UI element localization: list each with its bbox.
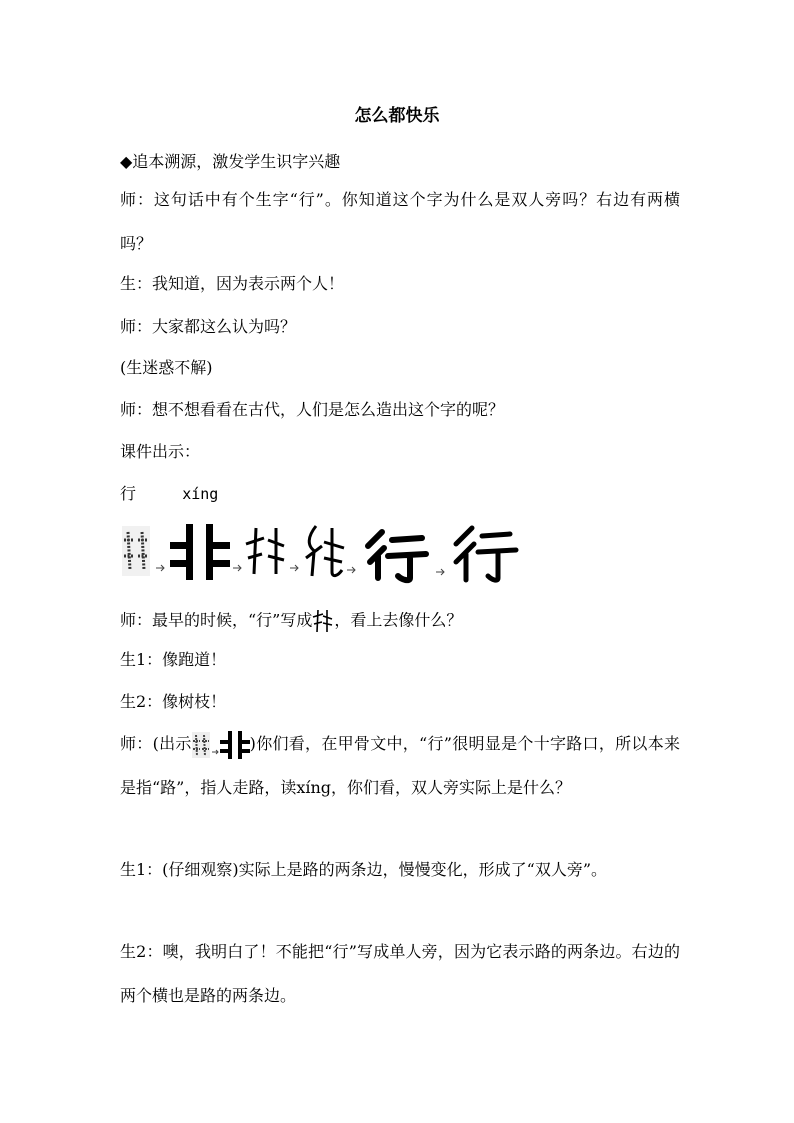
paragraph-student2-understand: 生2：噢，我明白了！不能把“行”写成单人旁，因为它表示路的两条边。右边的两个横也是路的两条边。 xyxy=(120,942,680,1005)
clerical-glyph xyxy=(368,532,426,580)
regular-script-glyph xyxy=(456,528,516,580)
text-segment: )你们看，在甲骨文中，“行”很明显是个十字路口，所以本来是指“路”，指人走路，读xíng，你们看，双人旁实际上是什么？ xyxy=(120,734,680,797)
paragraph-teacher-earliest xyxy=(120,608,680,634)
oracle-bone-glyph xyxy=(122,526,150,576)
arrow-icon xyxy=(156,565,164,571)
text-segment: 师：(出示 xyxy=(120,734,192,753)
paragraph-student-confused: (生迷惑不解) xyxy=(120,358,213,377)
seal-glyph-inline-icon xyxy=(312,608,334,634)
arrow-icon xyxy=(347,567,355,573)
paragraph-teacher-prompt: 师：想不想看看在古代，人们是怎么造出这个字的呢？ xyxy=(120,400,505,419)
paragraph-courseware: 课件出示： xyxy=(120,442,201,461)
seal-glyph-1 xyxy=(246,528,284,574)
paragraph-student-answer: 生：我知道，因为表示两个人！ xyxy=(120,274,345,293)
section-heading: ◆追本溯源，激发学生识字兴趣 xyxy=(120,152,341,171)
oracle-bronze-glyph-inline-icon xyxy=(192,730,250,760)
arrow-icon xyxy=(233,565,241,571)
paragraph-student1-observe: 生1：(仔细观察)实际上是路的两条边，慢慢变化，形成了“双人旁”。 xyxy=(120,860,608,879)
page-title: 怎么都快乐 xyxy=(354,106,440,126)
character-label: 行 xyxy=(120,484,137,503)
arrow-icon xyxy=(436,569,444,575)
paragraph-student1-runway: 生1：像跑道！ xyxy=(120,650,227,669)
text-segment: 师：最早的时候，“行”写成 xyxy=(120,610,313,630)
character-evolution-strip xyxy=(120,518,520,584)
paragraph-teacher-explain xyxy=(120,722,680,810)
pinyin-label: xíng xyxy=(182,485,219,503)
seal-glyph-2 xyxy=(306,526,344,576)
paragraph-teacher-ask: 师：大家都这么认为吗？ xyxy=(120,317,297,336)
character-row xyxy=(120,482,680,506)
paragraph-student2-branch: 生2：像树枝！ xyxy=(120,692,227,711)
arrow-icon xyxy=(290,565,298,571)
bronze-glyph xyxy=(170,524,230,580)
text-segment: ，看上去像什么？ xyxy=(334,610,463,630)
paragraph-teacher-question: 师：这句话中有个生字“行”。你知道这个字为什么是双人旁吗？右边有两横吗？ xyxy=(120,190,680,253)
